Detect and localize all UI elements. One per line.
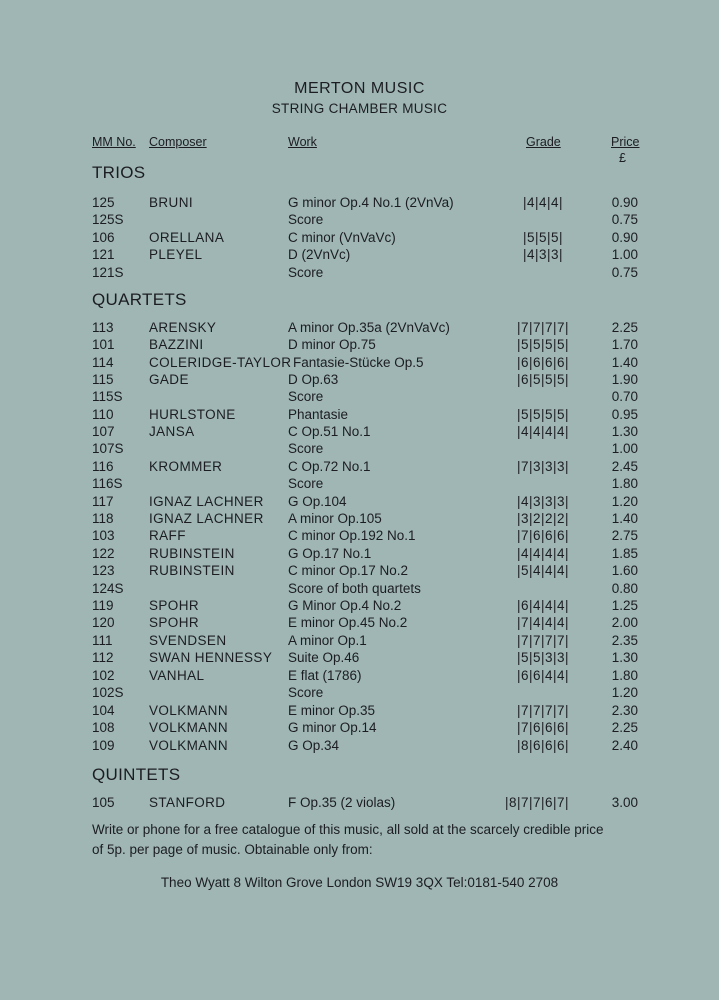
price: 2.75 <box>611 528 638 543</box>
work: A minor Op.105 <box>288 511 382 526</box>
price: 1.40 <box>611 511 638 526</box>
work: Phantasie <box>288 407 349 422</box>
mm-number: 112 <box>92 650 114 665</box>
mm-number: 125S <box>92 212 124 227</box>
mm-number: 103 <box>92 528 115 543</box>
price: 0.80 <box>611 581 638 596</box>
work: A minor Op.35a (2VnVaVc) <box>288 320 450 335</box>
work: D (2VnVc) <box>288 247 351 262</box>
grade: |7|6|6|6| <box>516 720 570 735</box>
work: Score of both quartets <box>288 581 421 596</box>
mm-number: 107 <box>92 424 115 439</box>
mm-number: 115S <box>92 389 123 404</box>
grade: |5|5|5| <box>522 230 564 245</box>
table-row <box>0 528 719 545</box>
grade: |7|7|7|7| <box>516 703 570 718</box>
price: 0.90 <box>611 195 638 210</box>
work: C minor Op.192 No.1 <box>288 528 416 543</box>
mm-number: 104 <box>92 703 115 718</box>
mm-number: 117 <box>92 494 114 509</box>
grade: |4|3|3| <box>522 247 564 262</box>
composer: SWAN HENNESSY <box>149 650 273 665</box>
mm-number: 121S <box>92 265 124 280</box>
grade: |7|6|6|6| <box>516 528 570 543</box>
grade: |5|5|5|5| <box>516 407 570 422</box>
mm-number: 125 <box>92 195 115 210</box>
footer-note-line-2: of 5p. per page of music. Obtainable only from: <box>92 842 373 857</box>
composer: RAFF <box>149 528 186 543</box>
grade: |7|7|7|7| <box>516 320 570 335</box>
price: 1.80 <box>611 476 638 491</box>
col-header-composer: Composer <box>149 135 207 149</box>
grade: |7|4|4|4| <box>516 615 570 630</box>
table-row <box>0 476 719 493</box>
grade: |3|2|2|2| <box>516 511 570 526</box>
mm-number: 113 <box>92 320 114 335</box>
table-row <box>0 424 719 441</box>
price: 1.30 <box>611 424 638 439</box>
work: Suite Op.46 <box>288 650 360 665</box>
work: A minor Op.1 <box>288 633 367 648</box>
grade: |6|6|4|4| <box>516 668 570 683</box>
composer: GADE <box>149 372 189 387</box>
page-title: MERTON MUSIC <box>294 80 425 97</box>
composer: ARENSKY <box>149 320 217 335</box>
composer: RUBINSTEIN <box>149 546 235 561</box>
composer: BRUNI <box>149 195 194 210</box>
col-header-work: Work <box>288 135 317 149</box>
table-row <box>0 230 719 247</box>
price: 1.80 <box>611 668 638 683</box>
price: 2.00 <box>611 615 638 630</box>
section-heading-quintets: QUINTETS <box>92 765 181 784</box>
table-row <box>0 546 719 563</box>
contact-address: Theo Wyatt 8 Wilton Grove London SW19 3QX Tel:0181-540 2708 <box>160 875 559 890</box>
work: C minor Op.17 No.2 <box>288 563 409 578</box>
table-row <box>0 355 719 372</box>
table-row <box>0 441 719 458</box>
grade: |5|5|3|3| <box>516 650 570 665</box>
price: 2.30 <box>611 703 638 718</box>
price: 1.60 <box>611 563 638 578</box>
table-row <box>0 459 719 476</box>
price: 0.95 <box>611 407 638 422</box>
table-row <box>0 247 719 264</box>
work: G Op.17 No.1 <box>288 546 372 561</box>
table-row <box>0 265 719 282</box>
work: D minor Op.75 <box>288 337 376 352</box>
composer: PLEYEL <box>149 247 203 262</box>
composer: ORELLANA <box>149 230 225 245</box>
price: 2.40 <box>611 738 638 753</box>
price: 2.35 <box>611 633 638 648</box>
price: 0.75 <box>611 212 638 227</box>
grade: |4|4|4| <box>522 195 564 210</box>
work: F Op.35 (2 violas) <box>288 795 396 810</box>
grade: |4|4|4|4| <box>516 546 570 561</box>
composer: HURLSTONE <box>149 407 236 422</box>
price: 2.25 <box>611 720 638 735</box>
table-row <box>0 633 719 650</box>
price: 0.75 <box>611 265 638 280</box>
table-row <box>0 615 719 632</box>
price: 1.70 <box>611 337 638 352</box>
col-header-grade: Grade <box>526 135 561 149</box>
table-row <box>0 598 719 615</box>
table-row <box>0 795 719 812</box>
mm-number: 108 <box>92 720 115 735</box>
mm-number: 102S <box>92 685 124 700</box>
mm-number: 105 <box>92 795 115 810</box>
work: G minor Op.14 <box>288 720 377 735</box>
price: 2.25 <box>611 320 638 335</box>
composer: IGNAZ LACHNER <box>149 511 264 526</box>
table-row <box>0 372 719 389</box>
price: 1.20 <box>611 685 638 700</box>
work: D Op.63 <box>288 372 339 387</box>
composer: VOLKMANN <box>149 720 228 735</box>
price: 2.45 <box>611 459 638 474</box>
work: Score <box>288 476 324 491</box>
work: G Op.34 <box>288 738 340 753</box>
table-row <box>0 212 719 229</box>
work: C Op.72 No.1 <box>288 459 371 474</box>
table-row <box>0 650 719 667</box>
grade: |8|7|7|6|7| <box>504 795 570 810</box>
composer: SPOHR <box>149 598 200 613</box>
col-header-currency: £ <box>619 151 626 165</box>
composer: VANHAL <box>149 668 205 683</box>
composer: STANFORD <box>149 795 226 810</box>
table-row <box>0 494 719 511</box>
work: Score <box>288 685 324 700</box>
work: E flat (1786) <box>288 668 362 683</box>
grade: |6|5|5|5| <box>516 372 570 387</box>
grade: |5|4|4|4| <box>516 563 570 578</box>
mm-number: 115 <box>92 372 114 387</box>
price: 1.30 <box>611 650 638 665</box>
mm-number: 106 <box>92 230 115 245</box>
table-row <box>0 738 719 755</box>
grade: |7|3|3|3| <box>516 459 570 474</box>
table-row <box>0 337 719 354</box>
price: 1.85 <box>611 546 638 561</box>
price: 0.70 <box>611 389 638 404</box>
mm-number: 101 <box>92 337 115 352</box>
grade: |5|5|5|5| <box>516 337 570 352</box>
table-row <box>0 685 719 702</box>
composer: BAZZINI <box>149 337 204 352</box>
composer: VOLKMANN <box>149 703 228 718</box>
price: 1.25 <box>611 598 638 613</box>
table-row <box>0 668 719 685</box>
grade: |4|4|4|4| <box>516 424 570 439</box>
mm-number: 116S <box>92 476 123 491</box>
price: 0.90 <box>611 230 638 245</box>
grade: |8|6|6|6| <box>516 738 570 753</box>
table-row <box>0 581 719 598</box>
grade: |7|7|7|7| <box>516 633 570 648</box>
section-heading-quartets: QUARTETS <box>92 290 187 309</box>
price: 1.00 <box>611 247 638 262</box>
work: G Op.104 <box>288 494 347 509</box>
mm-number: 124S <box>92 581 124 596</box>
work: E minor Op.35 <box>288 703 376 718</box>
price: 1.40 <box>611 355 638 370</box>
mm-number: 110 <box>92 407 114 422</box>
col-header-mm-no: MM No. <box>92 135 136 149</box>
mm-number: 118 <box>92 511 114 526</box>
table-row <box>0 389 719 406</box>
mm-number: 107S <box>92 441 124 456</box>
mm-number: 122 <box>92 546 115 561</box>
grade: |4|3|3|3| <box>516 494 570 509</box>
mm-number: 111 <box>92 633 113 648</box>
work: C Op.51 No.1 <box>288 424 371 439</box>
composer: RUBINSTEIN <box>149 563 235 578</box>
work: E minor Op.45 No.2 <box>288 615 408 630</box>
section-heading-trios: TRIOS <box>92 163 146 182</box>
mm-number: 123 <box>92 563 115 578</box>
grade: |6|4|4|4| <box>516 598 570 613</box>
mm-number: 102 <box>92 668 115 683</box>
work: Score <box>288 265 324 280</box>
price: 1.90 <box>611 372 638 387</box>
composer: JANSA <box>149 424 195 439</box>
price: 1.00 <box>611 441 638 456</box>
work: Score <box>288 441 324 456</box>
table-row <box>0 511 719 528</box>
table-row <box>0 195 719 212</box>
mm-number: 119 <box>92 598 114 613</box>
mm-number: 116 <box>92 459 114 474</box>
work: Fantasie-Stücke Op.5 <box>293 355 424 370</box>
col-header-price: Price <box>611 135 640 149</box>
page-subtitle: STRING CHAMBER MUSIC <box>271 101 448 116</box>
composer: SVENDSEN <box>149 633 227 648</box>
composer: COLERIDGE-TAYLOR <box>149 355 292 370</box>
price: 3.00 <box>611 795 638 810</box>
table-row <box>0 720 719 737</box>
footer-note-line-1: Write or phone for a free catalogue of this music, all sold at the scarcely credible price <box>92 822 604 837</box>
composer: SPOHR <box>149 615 200 630</box>
composer: VOLKMANN <box>149 738 228 753</box>
mm-number: 114 <box>92 355 114 370</box>
table-row <box>0 563 719 580</box>
work: G Minor Op.4 No.2 <box>288 598 402 613</box>
price: 1.20 <box>611 494 638 509</box>
composer: KROMMER <box>149 459 223 474</box>
grade: |6|6|6|6| <box>516 355 570 370</box>
table-row <box>0 407 719 424</box>
table-row <box>0 320 719 337</box>
work: G minor Op.4 No.1 (2VnVa) <box>288 195 454 210</box>
work: Score <box>288 389 324 404</box>
mm-number: 120 <box>92 615 115 630</box>
mm-number: 121 <box>92 247 115 262</box>
composer: IGNAZ LACHNER <box>149 494 264 509</box>
mm-number: 109 <box>92 738 115 753</box>
work: Score <box>288 212 324 227</box>
table-row <box>0 703 719 720</box>
work: C minor (VnVaVc) <box>288 230 396 245</box>
